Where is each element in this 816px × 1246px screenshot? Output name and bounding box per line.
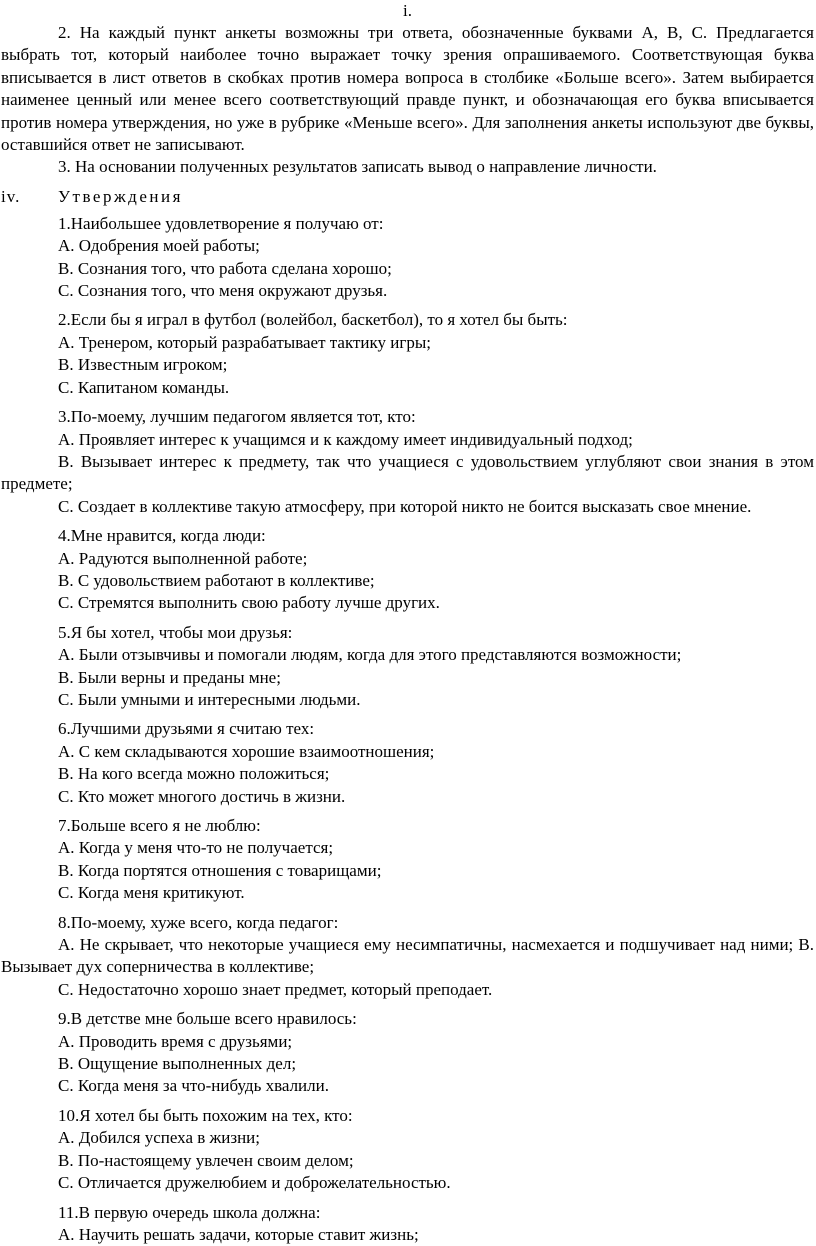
answer-c: С. Когда меня критикуют. xyxy=(1,882,814,904)
answer-a: А. Тренером, который разрабатывает тактику игры; xyxy=(1,332,814,354)
answer-c: С. Сознания того, что меня окружают друзья. xyxy=(1,280,814,302)
answer-b: В. Ощущение выполненных дел; xyxy=(1,1053,814,1075)
question-10 xyxy=(1,1105,814,1195)
answer-a: А. С кем складываются хорошие взаимоотношения; xyxy=(1,741,814,763)
question-5 xyxy=(1,622,814,712)
instruction-paragraph-2: 2. На каждый пункт анкеты возможны три ответа, обозначенные буквами А, В, С. Предлагается выбрать тот, который наиболее точно выражает точку зрения опрашиваемого. Соответствующая буква вписывается в лист ответов в скобках против номера вопроса в столбике «Больше всего». Затем выбирается наименее ценный или менее всего соответствующий правде пункт, и обозначающая его буква вписывается против номера утверждения, но уже в рубрике «Меньше всего». Для заполнения анкеты используют две буквы, оставшийся ответ не записывают. xyxy=(1,22,814,156)
answer-b: В. По-настоящему увлечен своим делом; xyxy=(1,1150,814,1172)
answer-a: А. Проявляет интерес к учащимся и к каждому имеет индивидуальный подход; xyxy=(1,429,814,451)
answer-c: С. Отличается дружелюбием и доброжелательностью. xyxy=(1,1172,814,1194)
instruction-paragraph-3: 3. На основании полученных результатов записать вывод о направление личности. xyxy=(1,156,814,178)
question-text: 1.Наибольшее удовлетворение я получаю от: xyxy=(1,213,814,235)
question-9 xyxy=(1,1008,814,1098)
answer-c: С. Создает в коллективе такую атмосферу, при которой никто не боится высказать свое мнение. xyxy=(1,496,814,518)
question-1 xyxy=(1,213,814,303)
question-6 xyxy=(1,718,814,808)
answer-a: А. Когда у меня что-то не получается; xyxy=(1,837,814,859)
answer-a: А. Проводить время с друзьями; xyxy=(1,1031,814,1053)
question-text: 8.По-моему, хуже всего, когда педагог: xyxy=(1,912,814,934)
page-marker: i. xyxy=(1,0,814,22)
answer-a: А. Были отзывчивы и помогали людям, когда для этого представляются возможности; xyxy=(1,644,814,666)
answer-a-b: А. Не скрывает, что некоторые учащиеся ему несимпатичны, насмехается и подшучивает над ними; В. Вызывает дух соперничества в коллективе; xyxy=(1,934,814,979)
question-8 xyxy=(1,912,814,1002)
answer-c: С. Кто может многого достичь в жизни. xyxy=(1,786,814,808)
answer-a: А. Добился успеха в жизни; xyxy=(1,1127,814,1149)
answer-c: С. Когда меня за что-нибудь хвалили. xyxy=(1,1075,814,1097)
answer-b: В. Вызывает интерес к предмету, так что учащиеся с удовольствием углубляют свои знания в этом предмете; xyxy=(1,451,814,496)
question-7 xyxy=(1,815,814,905)
question-4 xyxy=(1,525,814,615)
answer-b: В. Были верны и преданы мне; xyxy=(1,667,814,689)
question-text: 2.Если бы я играл в футбол (волейбол, баскетбол), то я хотел бы быть: xyxy=(1,309,814,331)
question-text: 10.Я хотел бы быть похожим на тех, кто: xyxy=(1,1105,814,1127)
answer-a: А. Одобрения моей работы; xyxy=(1,235,814,257)
answer-c: С. Недостаточно хорошо знает предмет, который преподает. xyxy=(1,979,814,1001)
answer-b: В. Сознания того, что работа сделана хорошо; xyxy=(1,258,814,280)
section-heading xyxy=(1,185,814,209)
answer-c: С. Стремятся выполнить свою работу лучше других. xyxy=(1,592,814,614)
question-text: 6.Лучшими друзьями я считаю тех: xyxy=(1,718,814,740)
question-text: 5.Я бы хотел, чтобы мои друзья: xyxy=(1,622,814,644)
question-text: 7.Больше всего я не люблю: xyxy=(1,815,814,837)
answer-a: А. Радуются выполненной работе; xyxy=(1,548,814,570)
question-3 xyxy=(1,406,814,518)
instructions xyxy=(1,22,814,179)
answer-b: В. С удовольствием работают в коллективе; xyxy=(1,570,814,592)
question-text: 11.В первую очередь школа должна: xyxy=(1,1202,814,1224)
answer-c: С. Были умными и интересными людьми. xyxy=(1,689,814,711)
answer-b: В. Известным игроком; xyxy=(1,354,814,376)
question-text: 3.По-моему, лучшим педагогом является тот, кто: xyxy=(1,406,814,428)
question-11 xyxy=(1,1202,814,1246)
question-text: 9.В детстве мне больше всего нравилось: xyxy=(1,1008,814,1030)
section-number: iv. xyxy=(1,185,58,209)
answer-a: А. Научить решать задачи, которые ставит жизнь; xyxy=(1,1224,814,1246)
question-text: 4.Мне нравится, когда люди: xyxy=(1,525,814,547)
answer-b: В. Когда портятся отношения с товарищами; xyxy=(1,860,814,882)
question-2 xyxy=(1,309,814,399)
answer-b: В. На кого всегда можно положиться; xyxy=(1,763,814,785)
answer-c: С. Капитаном команды. xyxy=(1,377,814,399)
section-title: Утверждения xyxy=(58,187,183,206)
